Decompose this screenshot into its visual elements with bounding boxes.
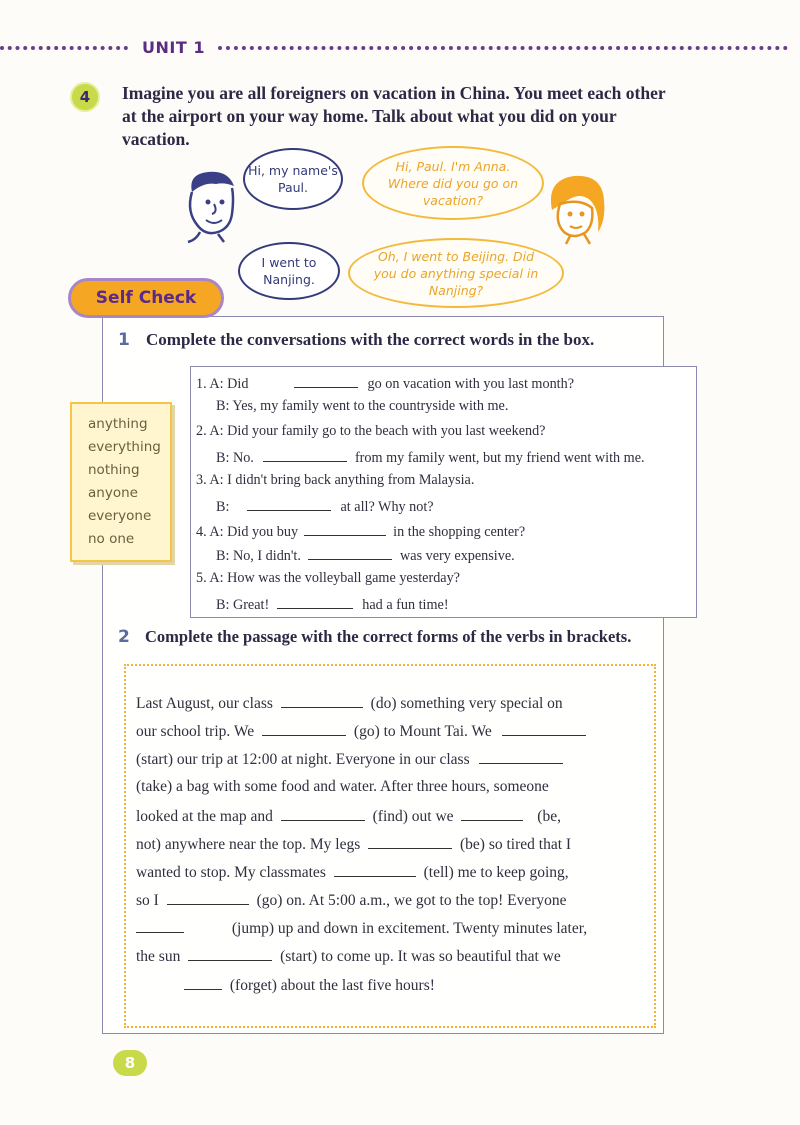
line-text: (start) our trip at 12:00 at night. Everyone in our class	[136, 751, 470, 768]
line-text: looked at the map and	[136, 808, 273, 825]
line-text: in the shopping center?	[393, 524, 526, 540]
speech-bubble-paul-2	[238, 242, 340, 300]
line-text: (start) to come up. It was so beautiful that we	[280, 948, 561, 965]
line-text: (be) so tired that I	[460, 836, 572, 853]
speech-bubble-paul-1	[243, 148, 343, 210]
answer-blank[interactable]	[184, 975, 222, 990]
passage-line-10	[136, 946, 561, 966]
self-check-tab: Self Check	[68, 278, 224, 318]
girl-face-icon	[540, 170, 610, 246]
activity-instruction: Imagine you are all foreigners on vacation in China. You meet each other at the airport on your way home. Talk about what you did on your vacation.	[122, 83, 666, 149]
activity-number-badge: 4	[70, 82, 100, 112]
line-text: 4. A: Did you buy	[196, 524, 299, 540]
bubble-text: I went to Nanjing.	[261, 255, 317, 287]
line-text: was very expensive.	[400, 548, 515, 564]
passage-line-2	[136, 721, 586, 741]
line-text: (jump) up and down in excitement. Twenty minutes later,	[231, 920, 588, 937]
word-box-item: everyone	[88, 508, 152, 524]
header-dots-left	[0, 46, 128, 50]
section-2-number: 2	[118, 627, 130, 647]
line-text: the sun	[136, 948, 181, 965]
answer-blank[interactable]	[262, 721, 346, 736]
conversation-line-5b	[216, 594, 449, 614]
answer-blank[interactable]	[304, 521, 386, 536]
section-1-number: 1	[118, 330, 130, 350]
answer-blank[interactable]	[461, 806, 523, 821]
section-2-title: Complete the passage with the correct forms of the verbs in brackets.	[145, 627, 632, 646]
bubble-text: Hi, Paul. I'm Anna. Where did you go on vacation?	[387, 158, 519, 208]
speech-bubble-anna-1	[362, 146, 544, 220]
line-text: B:	[216, 499, 230, 515]
line-text: had a fun time!	[362, 597, 449, 613]
passage-line-4	[136, 778, 549, 796]
line-text: Last August, our class	[136, 695, 273, 712]
answer-blank[interactable]	[334, 862, 416, 877]
word-box-item: no one	[88, 531, 135, 547]
conversation-line-5a	[196, 570, 460, 587]
conversation-line-4b	[216, 545, 515, 565]
conversation-line-3a	[196, 472, 474, 489]
answer-blank[interactable]	[308, 545, 392, 560]
line-text: (go) on. At 5:00 a.m., we got to the top! Everyone	[256, 892, 567, 909]
passage-line-6	[136, 834, 571, 854]
line-text: 2. A: Did your family go to the beach with you last weekend?	[196, 423, 546, 439]
answer-blank[interactable]	[281, 806, 365, 821]
conversation-line-1a	[196, 373, 574, 393]
answer-blank[interactable]	[368, 834, 452, 849]
answer-blank[interactable]	[247, 496, 331, 511]
bubble-text: Oh, I went to Beijing. Did you do anything special in Nanjing?	[373, 248, 539, 298]
line-text: B: No, I didn't.	[216, 548, 301, 564]
answer-blank[interactable]	[188, 946, 272, 961]
answer-blank[interactable]	[136, 918, 184, 933]
line-text: from my family went, but my friend went with me.	[354, 450, 645, 466]
conversation-line-4a	[196, 521, 525, 541]
line-text: (do) something very special on	[370, 695, 563, 712]
conversation-line-2a	[196, 423, 545, 440]
line-text: (forget) about the last five hours!	[229, 977, 435, 994]
line-text: wanted to stop. My classmates	[136, 864, 326, 881]
line-text: at all? Why not?	[340, 499, 434, 515]
header-dots-right	[218, 46, 788, 50]
word-box-item: anything	[88, 416, 148, 432]
line-text: not) anywhere near the top. My legs	[136, 836, 361, 853]
line-text: go on vacation with you last month?	[367, 376, 574, 392]
line-text: (take) a bag with some food and water. After three hours, someone	[136, 778, 549, 795]
word-box-item: everything	[88, 439, 161, 455]
line-text: B: No.	[216, 450, 254, 466]
passage-line-11	[184, 975, 435, 995]
passage-line-5	[136, 806, 561, 826]
line-text: 1. A: Did	[196, 376, 249, 392]
answer-blank[interactable]	[167, 890, 249, 905]
line-text: our school trip. We	[136, 723, 255, 740]
word-box-item: nothing	[88, 462, 140, 478]
passage-line-1	[136, 693, 563, 713]
line-text: B: Great!	[216, 597, 270, 613]
answer-blank[interactable]	[479, 749, 563, 764]
line-text: B: Yes, my family went to the countryside with me.	[216, 398, 509, 414]
word-box-item: anyone	[88, 485, 138, 501]
answer-blank[interactable]	[277, 594, 353, 609]
line-text: 3. A: I didn't bring back anything from Malaysia.	[196, 472, 475, 488]
line-text: (be,	[537, 808, 561, 825]
word-box	[70, 402, 172, 562]
line-text: (find) out we	[372, 808, 454, 825]
line-text: so I	[136, 892, 159, 909]
conversation-line-1b	[216, 398, 508, 415]
answer-blank[interactable]	[502, 721, 586, 736]
line-text: 5. A: How was the volleyball game yesterday?	[196, 570, 460, 586]
section-1-title: Complete the conversations with the correct words in the box.	[146, 330, 595, 349]
answer-blank[interactable]	[281, 693, 363, 708]
conversation-line-2b	[216, 447, 645, 467]
conversation-line-3b	[216, 496, 434, 516]
line-text: (go) to Mount Tai. We	[353, 723, 492, 740]
speech-bubble-anna-2	[348, 238, 564, 308]
passage-line-3	[136, 749, 563, 769]
bubble-text: Hi, my name's Paul.	[248, 163, 338, 195]
passage-line-9	[136, 918, 587, 938]
page-number: 8	[113, 1050, 147, 1076]
boy-face-icon	[178, 168, 248, 244]
answer-blank[interactable]	[294, 373, 358, 388]
line-text: (tell) me to keep going,	[423, 864, 569, 881]
answer-blank[interactable]	[263, 447, 347, 462]
passage-line-8	[136, 890, 567, 910]
passage-line-7	[136, 862, 569, 882]
unit-label: UNIT 1	[142, 38, 205, 57]
